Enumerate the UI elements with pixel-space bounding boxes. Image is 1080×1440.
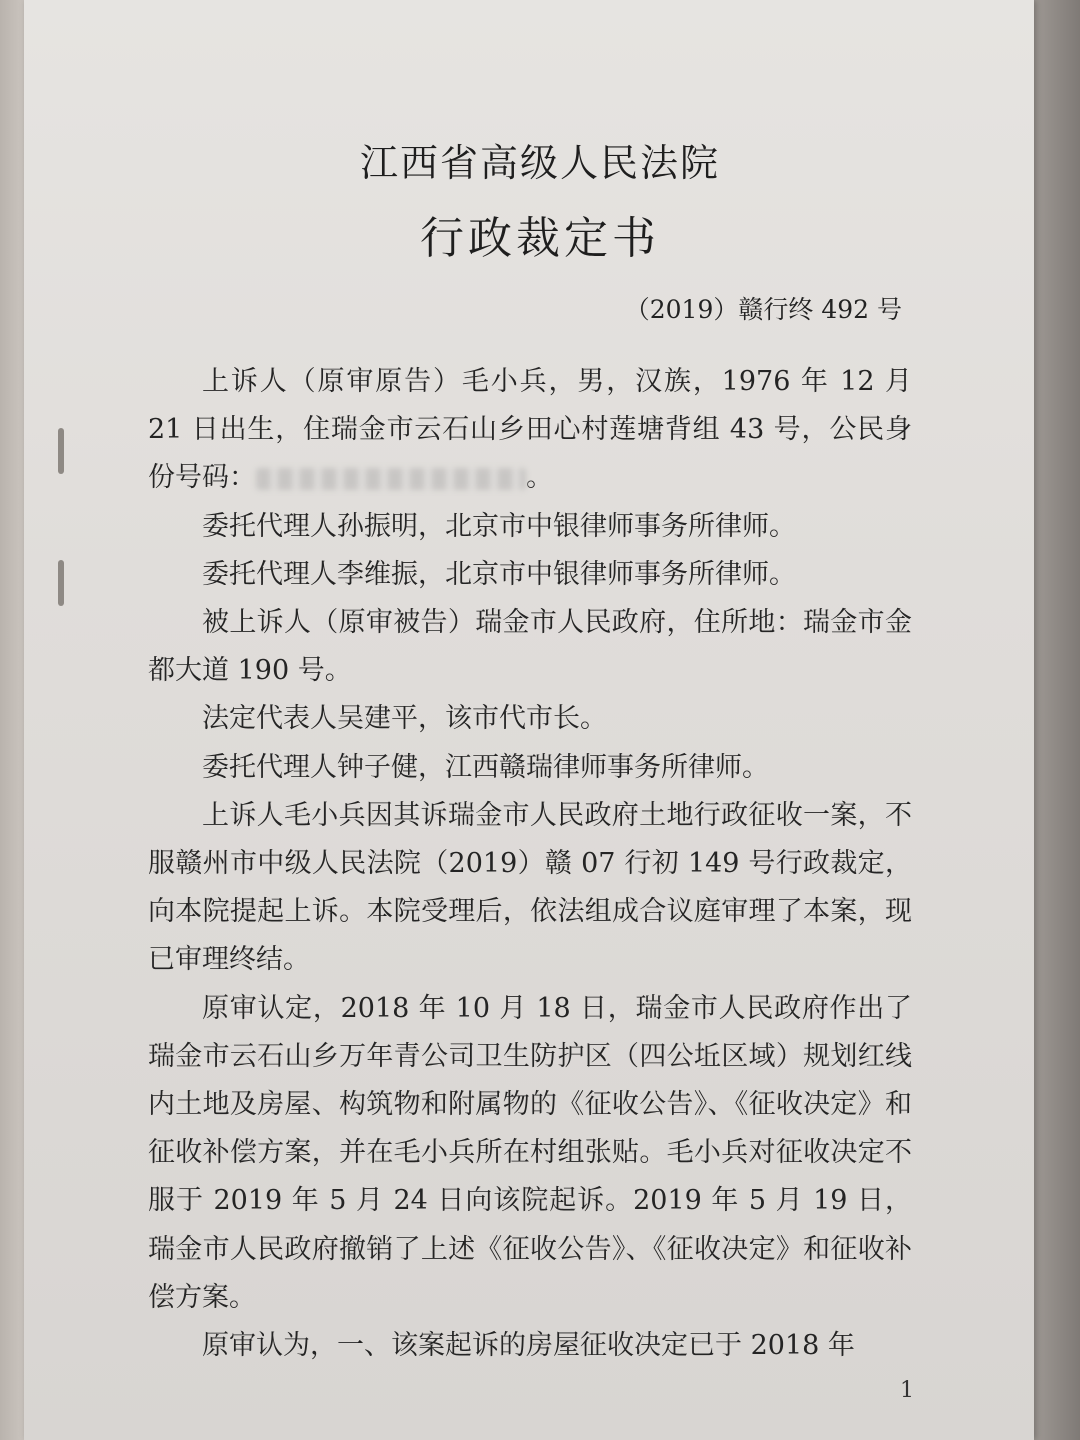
paragraph: 法定代表人吴建平，该市代市长。 (202, 703, 607, 735)
document-title: 行政裁定书 (420, 213, 660, 264)
paragraph: 委托代理人钟子健，江西赣瑞律师事务所律师。 (202, 751, 769, 783)
redacted-id-number (256, 468, 526, 490)
binding-hole (58, 560, 64, 606)
paragraph: 原审认定，2018 年 10 月 18 日，瑞金市人民政府作出了瑞金市云石山乡万年青公司卫生防护区（四公坵区域）规划红线内土地及房屋、构筑物和附属物的《征收公告》、《征收决定》和征收补偿方案，并在毛小兵所在村组张贴。毛小兵对征收决定不服于 2019 年 5 月 24 日向该院起诉。2019 年 5 月 19 日，瑞金市人民政府撤销了上述《征收公告》、《征收决定》和征收补偿方案。 (148, 992, 912, 1313)
paragraph: 被上诉人（原审被告）瑞金市人民政府，住所地：瑞金市金都大道 190 号。 (148, 607, 912, 687)
court-name: 江西省高级人民法院 (359, 141, 720, 185)
paragraph: 上诉人毛小兵因其诉瑞金市人民政府土地行政征收一案，不服赣州市中级人民法院（2019）赣 07 行初 149 号行政裁定，向本院提起上诉。本院受理后，依法组成合议庭审理了本案，现已审理终结。 (148, 799, 912, 976)
paragraph: 原审认为，一、该案起诉的房屋征收决定已于 2018 年 (202, 1330, 855, 1362)
paragraph: 委托代理人孙振明，北京市中银律师事务所律师。 (202, 510, 796, 542)
page-number: 1 (900, 1378, 914, 1403)
document-body (148, 358, 912, 1370)
paragraph-appellant: 上诉人（原审原告）毛小兵，男，汉族，1976 年 12 月 21 日出生，住瑞金市云石山乡田心村莲塘背组 43 号，公民身份号码： 。 (148, 366, 912, 494)
binding-hole (58, 428, 64, 474)
case-number: （2019）赣行终 492 号 (624, 295, 902, 324)
paragraph: 委托代理人李维振，北京市中银律师事务所律师。 (202, 558, 796, 590)
